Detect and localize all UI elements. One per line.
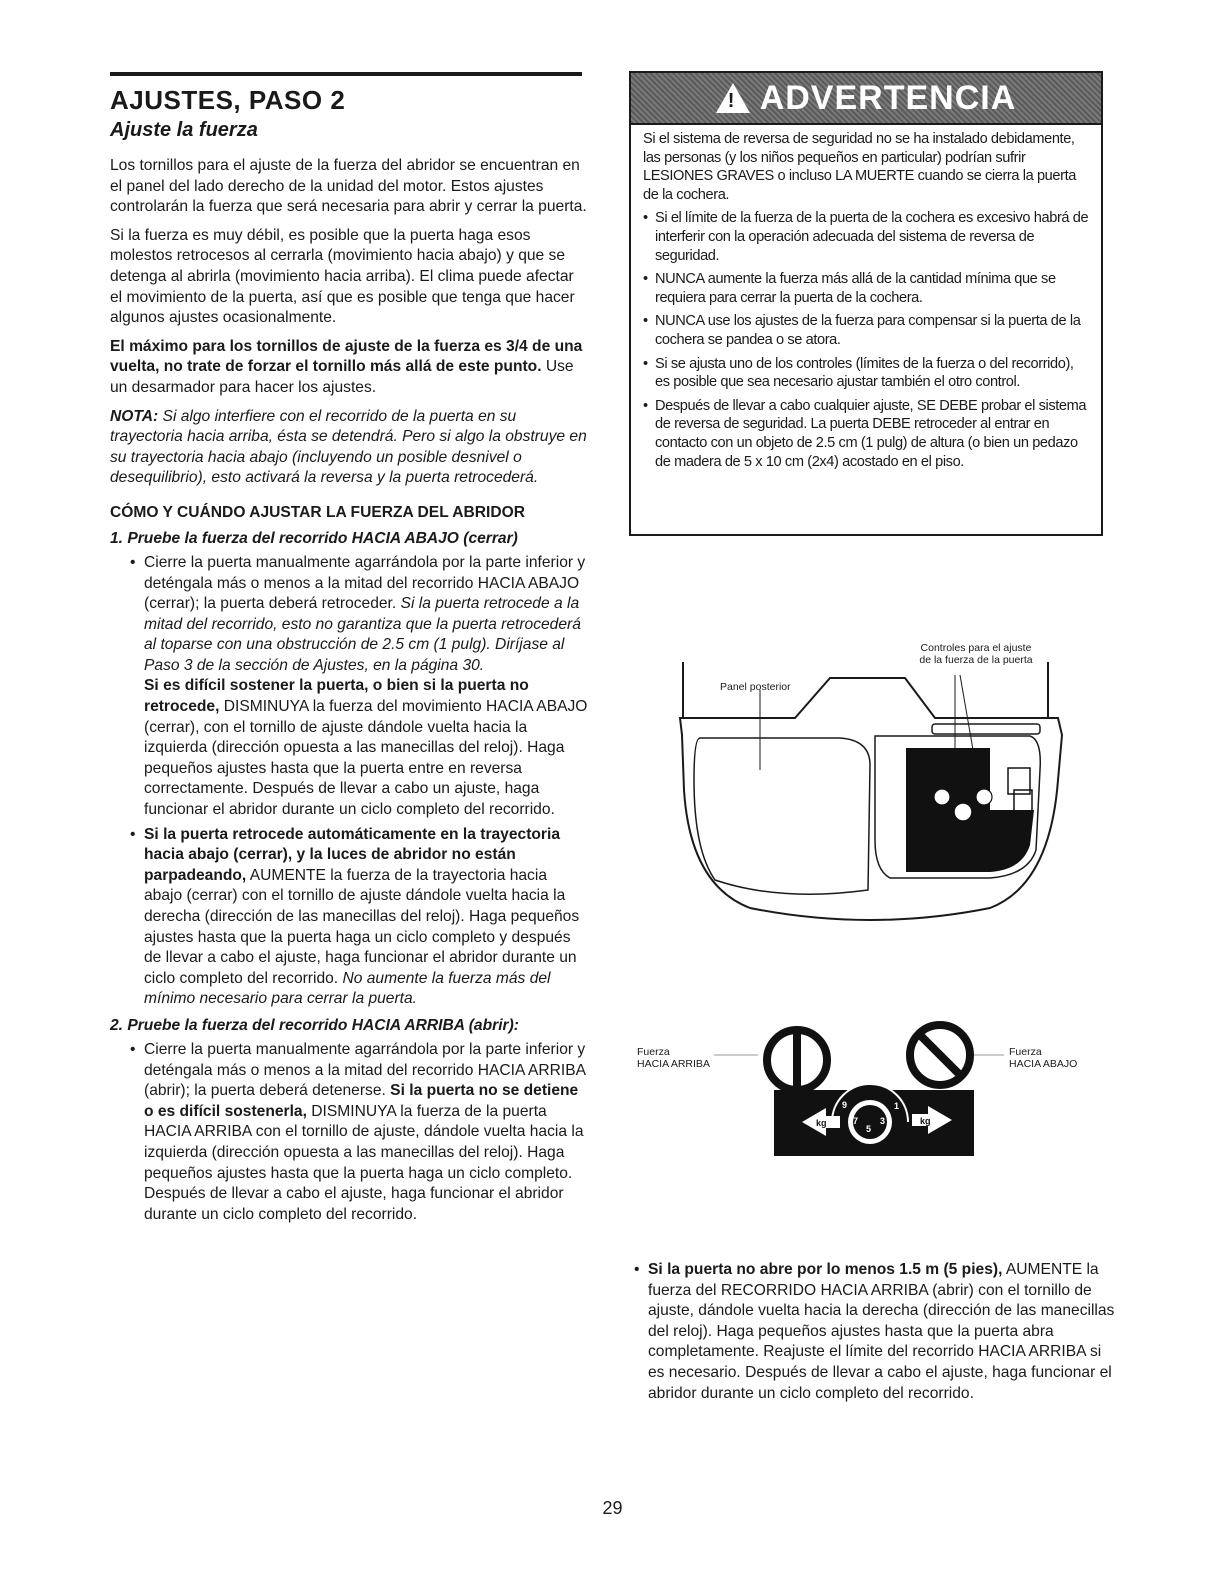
step1-b1-text: Cierre la puerta manualmente agarrándola por la parte inferior y deténgala más o menos a la mitad del recorrido HACIA ABAJO (cerrar); la puerta deberá retroceder. bbox=[144, 553, 586, 613]
force-down-label bbox=[1009, 1046, 1077, 1070]
force-down-line-2: HACIA ABAJO bbox=[1009, 1058, 1078, 1070]
right-bullet-rest: AUMENTE la fuerza del RECORRIDO HACIA ARRIBA (abrir) con el tornillo de ajuste, dándole vuelta hacia la derecha (dirección de las manecillas del reloj). Haga pequeños ajustes hasta que la puerta abra completamente. Reajuste el límite del recorrido HACIA ARRIBA si es necesario. Después de llevar a cabo el ajuste, haga funcionar el abridor durante un ciclo completo del recorrido. bbox=[648, 1261, 1115, 1402]
step1-b1-bold: Si es difícil sostener la puerta, o bien si la puerta no retrocede, bbox=[144, 677, 529, 716]
left-column bbox=[110, 72, 588, 1225]
warning-item: • Después de llevar a cabo cualquier ajuste, SE DEBE probar el sistema de reversa de seguridad. La puerta DEBE retroceder al entrar en contacto con un objeto de 2.5 cm (1 pulg) de altura (o bien un pedazo de madera de 5 x 10 cm (2x4) acostado en el piso. bbox=[643, 397, 1087, 470]
step1-title: 1. Pruebe la fuerza del recorrido HACIA ABAJO (cerrar) bbox=[110, 529, 518, 547]
dial-number: 3 bbox=[880, 1116, 886, 1126]
warning-item-text: Si se ajusta uno de los controles (límites de la fuerza o del recorrido), es posible que sea necesario ajustar también el otro control. bbox=[655, 355, 1074, 391]
right-bullet-bold: Si la puerta no abre por lo menos 1.5 m (5 pies), bbox=[648, 1261, 1003, 1278]
panel-label: Panel posterior bbox=[720, 681, 791, 693]
max-adjust-bold: El máximo para los tornillos de ajuste de la fuerza es 3/4 de una vuelta, no trate de forzar el tornillo más allá de este punto. bbox=[110, 337, 583, 376]
step1-b1-italic: Si la puerta retrocede a la mitad del recorrido, esto no garantiza que la puerta retrocederá al toparse con una obstrucción de 2.5 cm (1 pulg). Diríjase al Paso 3 de la sección de Ajustes, en la página 30. bbox=[144, 595, 581, 674]
force-up-line-2: HACIA ARRIBA bbox=[637, 1058, 710, 1070]
warning-item-text: Si el límite de la fuerza de la puerta de la cochera es excesivo habrá de interferir con la operación adecuada del sistema de reversa de seguridad. bbox=[655, 210, 1089, 264]
warning-item-text: NUNCA use los ajustes de la fuerza para compensar si la puerta de la cochera se pandea o se atora. bbox=[655, 313, 1081, 348]
step1-b1-rest: DISMINUYA la fuerza del movimiento HACIA ABAJO (cerrar), con el tornillo de ajuste dándole vuelta hacia la izquierda (dirección opuesta a las manecillas del reloj). Haga pequeños ajustes hasta que la puerta entre en reversa correctamente. Después de llevar a cabo un ajuste, haga funcionar el abridor durante un ciclo completo del recorrido. bbox=[144, 698, 588, 819]
max-adjust-rest: Use un desarmador para hacer los ajustes. bbox=[110, 358, 574, 396]
page-heading: AJUSTES, PASO 2 bbox=[110, 85, 346, 115]
warning-item: • Si el límite de la fuerza de la puerta de la cochera es excesivo habrá de interferir con la operación adecuada del sistema de reversa de seguridad. bbox=[643, 210, 1089, 264]
step2-title: 2. Pruebe la fuerza del recorrido HACIA ARRIBA (abrir): bbox=[110, 1016, 519, 1034]
step2-b1-bold: Si la puerta no se detiene o es difícil sostenerla, bbox=[144, 1082, 579, 1120]
warning-item-text: NUNCA aumente la fuerza más allá de la cantidad mínima que se requiera para cerrar la puerta de la cochera. bbox=[655, 271, 1056, 306]
dial-number: 5 bbox=[866, 1124, 872, 1134]
note-text: Si algo interfiere con el recorrido de la puerta en su trayectoria hacia arriba, ésta se detendrá. Pero si algo la obstruye en su trayectoria hacia abajo (incluyendo un posible desnivel o desequilibrio), esto activará la reversa y la puerta retrocederá. bbox=[110, 407, 587, 487]
page-subheading: Ajuste la fuerza bbox=[110, 119, 258, 141]
controls-label-line-1: Controles para el ajuste bbox=[920, 642, 1032, 654]
warning-body bbox=[631, 125, 1101, 471]
warning-item: • NUNCA aumente la fuerza más allá de la cantidad mínima que se requiera para cerrar la puerta de la cochera. bbox=[643, 271, 1056, 306]
intro-paragraph: Los tornillos para el ajuste de la fuerza del abridor se encuentran en el panel del lado derecho de la unidad del motor. Estos ajustes controlarán la fuerza que será necesaria para abrir y cerrar la puerta. bbox=[110, 157, 587, 216]
warning-intro: Si el sistema de reversa de seguridad no se ha instalado debidamente, las personas (y los niños pequeños en particular) podrían sufrir LESIONES GRAVES o incluso LA MUERTE cuando se cierra la puerta de la cochera. bbox=[643, 131, 1076, 203]
dial-number: 9 bbox=[842, 1100, 848, 1110]
step1-b2-italic: No aumente la fuerza más del mínimo necesario para cerrar la puerta. bbox=[144, 969, 551, 1008]
step1-bullet-2: • Si la puerta retrocede automáticamente en la trayectoria hacia abajo (cerrar), y la luces de abridor no están parpadeando, AUMENTE la fuerza de la trayectoria hacia abajo (cerrar) con el tornillo de ajuste dándole vuelta hacia la derecha (dirección de las manecillas del reloj). Haga pequeños ajustes hasta que la puerta haga un ciclo completo y después de llevar a cabo el ajuste, haga funcionar el abridor durante un ciclo completo del recorrido. No aumente la fuerza más del mínimo necesario para cerrar la puerta. bbox=[130, 825, 580, 1008]
right-bullet: • Si la puerta no abre por lo menos 1.5 m (5 pies), AUMENTE la fuerza del RECORRIDO HACIA ARRIBA (abrir) con el tornillo de ajuste, dándole vuelta hacia la derecha (dirección de las manecillas del reloj). Haga pequeños ajustes hasta que la puerta abra completamente. Reajuste el límite del recorrido HACIA ARRIBA si es necesario. Después de llevar a cabo el ajuste, haga funcionar el abridor durante un ciclo completo del recorrido. bbox=[634, 1261, 1115, 1402]
warning-item: • Si se ajusta uno de los controles (límites de la fuerza o del recorrido), es posible que sea necesario ajustar también el otro control. bbox=[643, 355, 1074, 391]
warning-item-text: Después de llevar a cabo cualquier ajuste, SE DEBE probar el sistema de reversa de seguridad. La puerta DEBE retroceder al entrar en contacto con un objeto de 2.5 cm (1 pulg) de altura (o bien un pedazo de madera de 5 x 10 cm (2x4) acostado en el piso. bbox=[655, 397, 1087, 470]
kg-right-label: kg bbox=[920, 1116, 931, 1126]
force-up-line-1: Fuerza bbox=[637, 1046, 670, 1058]
kg-left-label: kg bbox=[816, 1118, 827, 1128]
controls-label-line-2: de la fuerza de la puerta bbox=[919, 654, 1033, 666]
step2-b1-rest: DISMINUYA la fuerza de la puerta HACIA ARRIBA con el tornillo de ajuste, dándole vuelta hacia la izquierda (dirección opuesta a las manecillas del reloj). Haga pequeños ajustes hasta que la puerta haga un ciclo completo. Después de llevar a cabo el ajuste, haga funcionar el abridor durante un ciclo completo del recorrido. bbox=[144, 1102, 584, 1223]
weak-force-paragraph: Si la fuerza es muy débil, es posible que la puerta haga esos molestos retrocesos al cerrarla (movimiento hacia abajo) y que se detenga al abrirla (movimiento hacia arriba). El clima puede afectar el movimiento de la puerta, así que es posible que tenga que hacer algunos ajustes ocasionalmente. bbox=[110, 226, 575, 327]
how-when-subheading: CÓMO Y CUÁNDO AJUSTAR LA FUERZA DEL ABRIDOR bbox=[110, 503, 525, 521]
warning-title: ADVERTENCIA bbox=[759, 78, 1017, 117]
warning-triangle-icon: ! bbox=[716, 83, 750, 113]
warning-header bbox=[631, 73, 1101, 125]
step1-b2-rest: AUMENTE la fuerza de la trayectoria hacia abajo (cerrar) con el tornillo de ajuste dándole vuelta hacia la derecha (dirección de las manecillas del reloj). Haga pequeños ajustes hasta que la puerta haga un ciclo completo y después de llevar a cabo el ajuste, haga funcionar el abridor durante un ciclo completo del recorrido. bbox=[144, 866, 580, 987]
step1-bullet-1: • Cierre la puerta manualmente agarrándola por la parte inferior y deténgala más o menos a la mitad del recorrido HACIA ABAJO (cerrar); la puerta deberá retroceder. Si la puerta retrocede a la mitad del recorrido, esto no garantiza que la puerta retrocederá al toparse con una obstrucción de 2.5 cm (1 pulg). Diríjase al Paso 3 de la sección de Ajustes, en la página 30. Si es difícil sostener la puerta, o bien si la puerta no retrocede, DISMINUYA la fuerza del movimiento HACIA ABAJO (cerrar), con el tornillo de ajuste dándole vuelta hacia la izquierda (dirección opuesta a las manecillas del reloj). Haga pequeños ajustes hasta que la puerta entre en reversa correctamente. Después de llevar a cabo un ajuste, haga funcionar el abridor durante un ciclo completo del recorrido. bbox=[130, 553, 588, 819]
motor-unit-diagram bbox=[670, 640, 1070, 930]
note-paragraph bbox=[110, 407, 588, 489]
step2-bullet-1: • Cierre la puerta manualmente agarrándola por la parte inferior y deténgala más o menos a la mitad del recorrido HACIA ARRIBA (abrir); la puerta deberá detenerse. Si la puerta no se detiene o es difícil sostenerla, DISMINUYA la fuerza de la puerta HACIA ARRIBA con el tornillo de ajuste, dándole vuelta hacia la izquierda (dirección opuesta a las manecillas del reloj). Haga pequeños ajustes hasta que la puerta haga un ciclo completo. Después de llevar a cabo el ajuste, haga funcionar el abridor durante un ciclo completo del recorrido. bbox=[130, 1040, 586, 1223]
dial-number: 7 bbox=[853, 1116, 859, 1126]
force-down-line-1: Fuerza bbox=[1009, 1046, 1042, 1058]
note-label: NOTA: bbox=[110, 407, 159, 425]
force-up-label bbox=[637, 1046, 710, 1070]
step2-b1-text: Cierre la puerta manualmente agarrándola por la parte inferior y deténgala más o menos a la mitad del recorrido HACIA ARRIBA (abrir); la puerta deberá detenerse. bbox=[144, 1040, 586, 1100]
warning-item: • NUNCA use los ajustes de la fuerza para compensar si la puerta de la cochera se pandea o se atora. bbox=[643, 313, 1081, 348]
page-number: 29 bbox=[602, 1498, 623, 1518]
warning-box bbox=[629, 71, 1103, 536]
max-adjust-paragraph bbox=[110, 337, 588, 399]
step1-b2-bold: Si la puerta retrocede automáticamente en la trayectoria hacia abajo (cerrar), y la luces de abridor no están parpadeando, bbox=[144, 825, 560, 884]
dial-number: 1 bbox=[894, 1101, 900, 1111]
force-screws-diagram bbox=[712, 1010, 1012, 1160]
heading-rule bbox=[110, 72, 582, 76]
